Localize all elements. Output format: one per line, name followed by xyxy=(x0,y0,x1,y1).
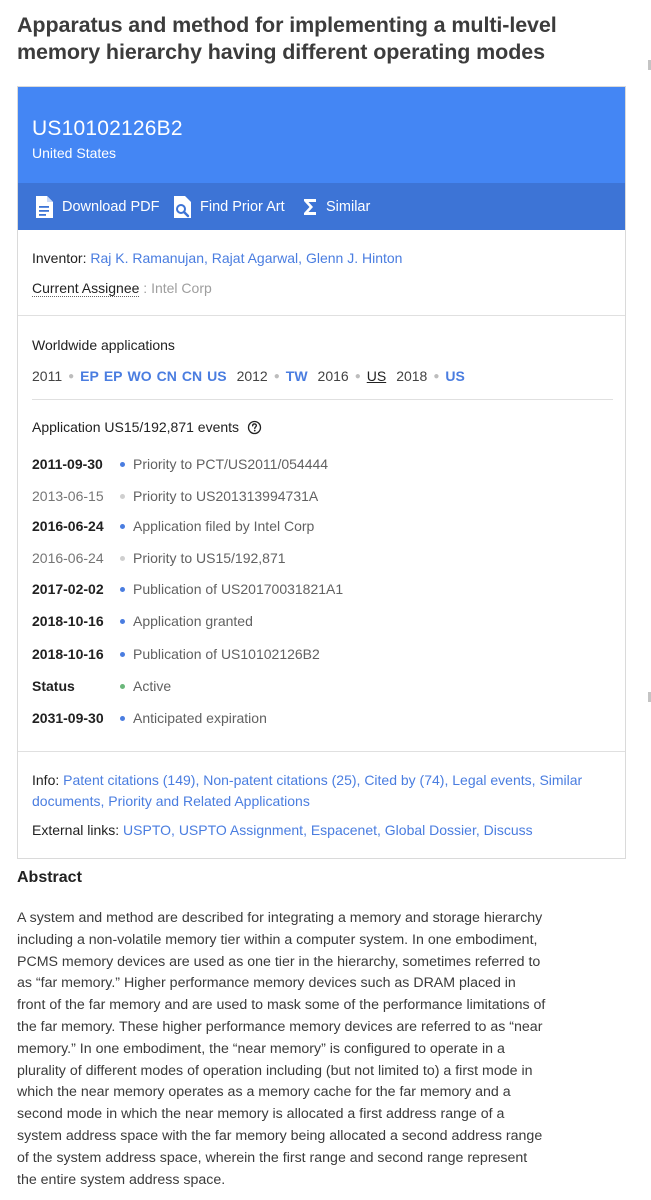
event-date: 2031-09-30 xyxy=(32,710,104,726)
country-code-link[interactable]: CN xyxy=(156,368,177,384)
abstract-heading: Abstract xyxy=(17,869,82,886)
country-code-link[interactable]: TW xyxy=(285,368,308,384)
country-code-link[interactable]: EP xyxy=(80,368,99,384)
events-title-text: Application US15/192,871 events xyxy=(32,419,240,435)
external-links-label: External links: xyxy=(32,822,120,838)
country-code-link[interactable]: US xyxy=(445,368,465,384)
status-dot xyxy=(120,684,125,689)
uspto-link[interactable]: USPTO xyxy=(123,822,172,838)
priority-applications-link[interactable]: Priority and Related Applications xyxy=(108,793,310,809)
event-dot xyxy=(120,587,125,592)
global-dossier-link[interactable]: Global Dossier xyxy=(384,822,476,838)
application-year: 2016 xyxy=(317,368,349,384)
similar-button[interactable] xyxy=(302,183,370,230)
patent-summary-card xyxy=(17,86,626,859)
info-label: Info: xyxy=(32,772,60,788)
country-code-link[interactable]: US xyxy=(207,368,227,384)
event-dot xyxy=(120,716,125,721)
event-date: 2018-10-16 xyxy=(32,646,104,662)
people-section xyxy=(18,230,625,316)
publication-number: US10102126B2 xyxy=(32,117,183,140)
event-dot xyxy=(120,556,125,561)
event-text: Publication of US10102126B2 xyxy=(133,646,320,662)
application-year: 2018 xyxy=(396,368,428,384)
events-title xyxy=(32,419,262,435)
event-dot xyxy=(120,652,125,657)
event-dot xyxy=(120,462,125,467)
patent-citations-link[interactable]: Patent citations (149) xyxy=(63,772,196,788)
page-title: Apparatus and method for implementing a multi-level memory hierarchy having different operating modes xyxy=(17,13,557,64)
download-pdf-label: Download PDF xyxy=(62,198,160,215)
separator-dot: ● xyxy=(354,370,361,382)
status-label: Status xyxy=(32,678,75,694)
find-prior-art-button[interactable] xyxy=(172,183,285,230)
event-date: 2013-06-15 xyxy=(32,488,104,504)
cited-by-link[interactable]: Cited by (74) xyxy=(364,772,445,788)
similar-label: Similar xyxy=(326,198,371,215)
application-year: 2011 xyxy=(32,368,63,384)
event-date: 2016-06-24 xyxy=(32,550,104,566)
event-text: Priority to US15/192,871 xyxy=(133,550,286,566)
inventor-row: Inventor: Raj K. Ramanujan, Rajat Agarwal, Glenn J. Hinton xyxy=(32,250,403,266)
action-bar xyxy=(18,183,625,230)
event-text: Application granted xyxy=(133,613,253,629)
event-date: 2018-10-16 xyxy=(32,613,104,629)
country-code-current[interactable]: US xyxy=(366,368,387,384)
non-patent-citations-link[interactable]: Non-patent citations (25) xyxy=(203,772,357,788)
find-prior-art-label: Find Prior Art xyxy=(200,198,285,215)
worldwide-applications-list xyxy=(32,368,470,384)
similar-documents-link[interactable]: Similar documents xyxy=(32,772,583,809)
country-code-link[interactable]: WO xyxy=(127,368,152,384)
assignee-label[interactable]: Current Assignee xyxy=(32,280,140,296)
event-row xyxy=(32,455,328,473)
separator-dot: ● xyxy=(273,370,280,382)
event-row xyxy=(32,709,267,727)
prior-art-search-icon xyxy=(172,195,192,219)
assignee-value: Intel Corp xyxy=(151,280,212,296)
application-year: 2012 xyxy=(236,368,268,384)
separator-dot: ● xyxy=(433,370,440,382)
event-text: Publication of US20170031821A1 xyxy=(133,581,344,597)
event-dot xyxy=(120,494,125,499)
event-dot xyxy=(120,524,125,529)
inventor-link[interactable]: Rajat Agarwal xyxy=(211,250,299,266)
separator-dot: ● xyxy=(68,370,75,382)
event-row xyxy=(32,580,343,598)
status-value: Active xyxy=(133,678,172,694)
inventor-link[interactable]: Raj K. Ramanujan xyxy=(90,250,204,266)
inventor-link[interactable]: Glenn J. Hinton xyxy=(305,250,403,266)
legal-events-link[interactable]: Legal events xyxy=(452,772,532,788)
uspto-assignment-link[interactable]: USPTO Assignment xyxy=(178,822,304,838)
abstract-text: A system and method are described for integrating a memory and storage hierarchy including a non-volatile memory tier within a computer system. In one embodiment, PCMS memory devices are used as one tier in the hierarchy, sometimes referred to as “far memory.” Higher performance memory devices such as DRAM placed in front of the far memory and are used to mask some of the performance limitations of the far memory. These higher performance memory devices are referred to as “near memory.” In one embodiment, the “near memory” is configured to operate in a plurality of different modes of operation including (but not limited to) a first mode in which the near memory operates as a memory cache for the far memory and a second mode in which the near memory is allocated a first address range of a system address space with the far memory being allocated a second address range of the system address space, wherein the first range and second range represent the entire system address space. xyxy=(17,910,546,1188)
event-date: 2016-06-24 xyxy=(32,518,104,534)
publication-country: United States xyxy=(32,145,117,161)
event-row xyxy=(32,645,320,663)
event-date: 2011-09-30 xyxy=(32,456,103,472)
section-divider xyxy=(32,399,613,400)
event-date: 2017-02-02 xyxy=(32,581,104,597)
event-row xyxy=(32,487,318,505)
discuss-link[interactable]: Discuss xyxy=(483,822,533,838)
event-text: Priority to US201313994731A xyxy=(133,488,319,504)
sigma-icon xyxy=(302,197,318,217)
event-text: Priority to PCT/US2011/054444 xyxy=(133,456,329,472)
country-code-link[interactable]: EP xyxy=(103,368,123,384)
event-dot xyxy=(120,619,125,624)
inventor-label: Inventor: xyxy=(32,250,87,266)
status-row xyxy=(32,677,171,695)
assignee-separator: : xyxy=(139,280,152,296)
espacenet-link[interactable]: Espacenet xyxy=(310,822,378,838)
download-pdf-button[interactable] xyxy=(34,183,160,230)
pdf-document-icon xyxy=(34,195,54,219)
event-text: Application filed by Intel Corp xyxy=(133,518,315,534)
patent-header xyxy=(18,87,625,183)
external-links: External links: USPTO, USPTO Assignment, Espacenet, Global Dossier, Discuss xyxy=(32,822,533,838)
event-text: Anticipated expiration xyxy=(133,710,267,726)
event-row xyxy=(32,517,314,535)
assignee-row xyxy=(32,280,212,296)
section-divider xyxy=(18,751,625,752)
event-row xyxy=(32,549,286,567)
country-code-link[interactable]: CN xyxy=(181,368,203,384)
help-circle-icon[interactable] xyxy=(247,420,262,435)
worldwide-applications-title: Worldwide applications xyxy=(32,337,175,353)
event-row xyxy=(32,612,253,630)
info-links: Info: Patent citations (149), Non-patent citations (25), Cited by (74), Legal events, Similar documents, Priority and Related Applications xyxy=(32,772,583,809)
